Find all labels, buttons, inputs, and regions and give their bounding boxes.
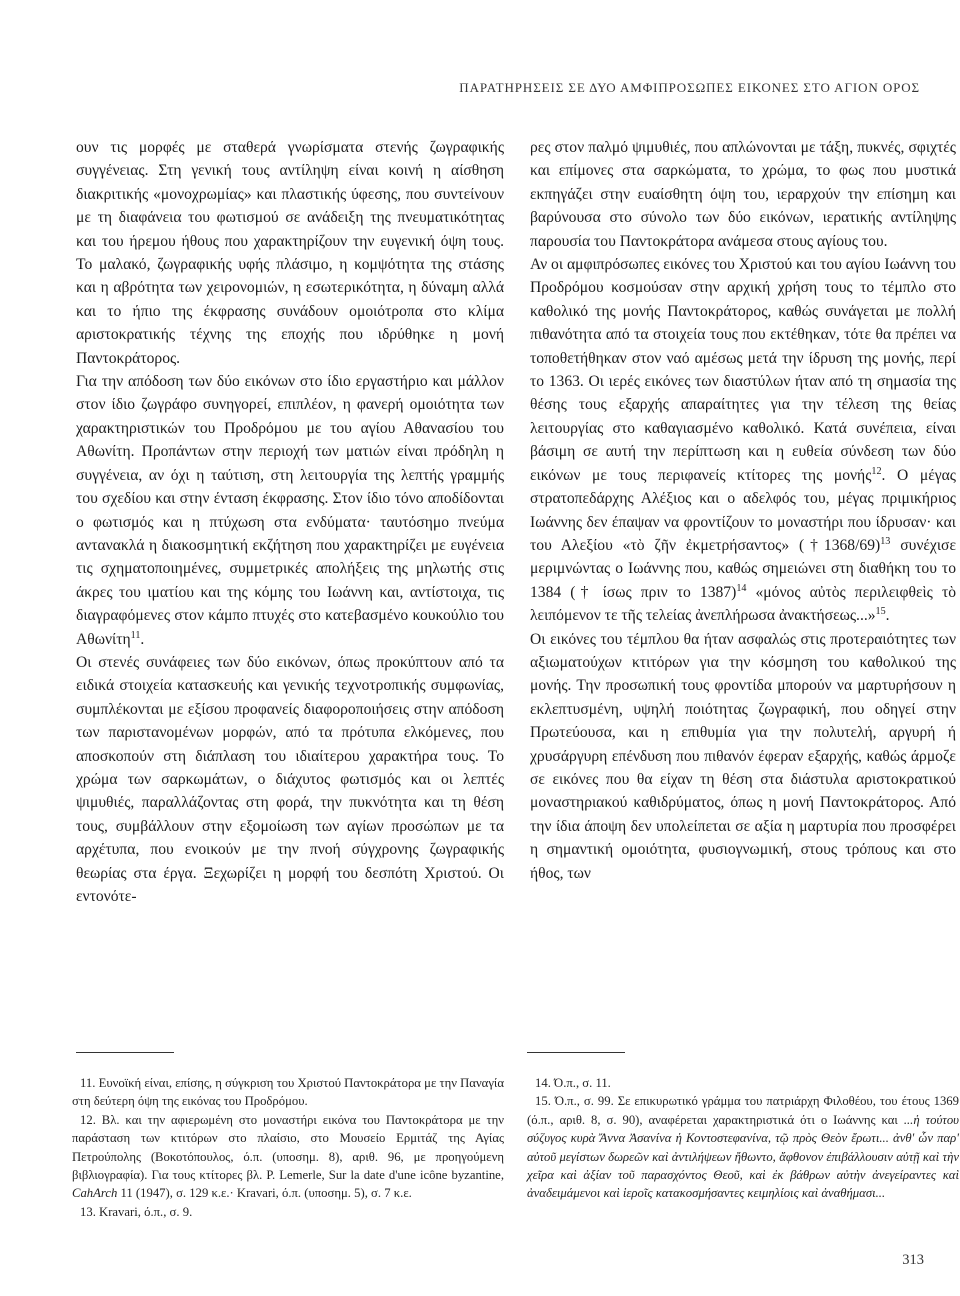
paragraph-text: Οι εικόνες του τέμπλου θα ήταν ασφαλώς στις προτεραιότητες των αξιωματούχων κτιτόρων για την κόσμηση του καθολικού της μονής. Την προσωπική τους φροντίδα μπορούν να μαρτυρήσουν η εκλεπτυσμένη, υψηλή ποιότητας ζωγραφική, που οδηγεί στην Πρωτεύουσα, και η επιθυμία για την πολυτελή, αργυρή ή χρυσάργυρη επένδυση που πιθανόν έφεραν εξαρχής, καθώς άρμοζε σε εικόνες που θα είχαν τη θέση στα διάστυλα αριστοκρατικού μοναστηριακού καθιδρύματος, όπως η μονή Παντοκράτορος. Από την ίδια άποψη δεν υπολείπεται σε αξία η μαρτυρία που προσφέρει η σημαντική ομοιότητα, φυσιογνωμική, στους τρόπους και στο ήθος, των (530, 630, 956, 882)
footnote-text: 12. Βλ. και την αφιερωμένη στο μοναστήρι εικόνα του Παντοκράτορα με την παράσταση των κτιτόρων στο πλαίσιο, στο Μουσείο Ερμιτάζ της Αγίας Πετρούπολης (Βοκοτόπουλος, ό.π. (υποσημ. 8), αριθ. 96, με προηγούμενη βιβλιογραφία). Για τους κτίτορες βλ. P. Lemerle, Sur la date d'une icône byzantine, (72, 1112, 504, 1183)
paragraph-text: . (885, 607, 890, 625)
paragraph (530, 136, 956, 253)
footnotes-right (527, 1074, 959, 1203)
footnote: 13. Kravari, ό.π., σ. 9. (80, 1204, 193, 1219)
footnote-ref[interactable]: 15 (875, 605, 886, 617)
running-head: ΠΑΡΑΤΗΡΗΣΕΙΣ ΣΕ ΔΥΟ ΑΜΦΙΠΡΟΣΩΠΕΣ ΕΙΚΟΝΕΣ ΣΤΟ ΑΓΙΟΝ ΟΡΟΣ (459, 80, 920, 95)
footnotes-left (72, 1074, 504, 1221)
paragraph-text: . (140, 630, 145, 648)
paragraph-text: συνέχισε μεριμνώντας ο Ιωάννης που, καθώς σημειώνει στη διαθήκη του το 1384 († ίσως πριν το 1387) (530, 536, 956, 601)
paragraph (76, 370, 504, 651)
footnote-ref[interactable]: 11 (130, 629, 141, 641)
footnote (527, 1092, 959, 1202)
paragraph-text: ρες στον παλμό ψιμυθιές, που απλώνονται με τάξη, πυκνές, σφιχτές και επίμονες στα σαρκώματα, το χρώμα, το φως που μυστικά εκπηγάζει στην ευαίσθητη όψη του, ιεραρχούν την επίσημη και βαρύνουσα στο σύνολο των δύο εικόνων, ιερατικής αντίληψης παρουσία του Παντοκράτορα ανάμεσα στους αγίους του. (530, 139, 956, 250)
footnote-ref[interactable]: 12 (871, 465, 882, 477)
journal-title: CahArch (72, 1186, 118, 1201)
paragraph-text: Αν οι αμφιπρόσωπες εικόνες του Χριστού και του αγίου Ιωάννη του Προδρόμου κοσμούσαν στην αρχική χρήση τους το τέμπλο στο καθολικό της μονής Παντοκράτορος, καθώς συνάγεται με πολλή πιθανότητα από τα στοιχεία τους που εκτέθηκαν, τότε θα πρέπει να τοποθετήθηκαν στον ναό αμέσως μετά την ίδρυση της μονής, περί το 1363. Οι ιερές εικόνες των διαστύλων ήταν από τη σημασία της θέσης τους εξαρχής απαραίτητες για την τέλεση της θείας λειτουργίας στο καθαγιασμένο καθολικό. Κατά συνέπεια, είναι βάσιμη σε αυτή την περίπτωση και η ευθεία σύνδεση των δύο εικόνων με τους περιφανείς κτίτορες της μονής (530, 256, 956, 484)
left-column (76, 136, 504, 908)
greek-quotation: ...ἡ τούτου σύζυγος κυρὰ Ἄννα Ἀσανίνα ἡ Κοντοστεφανίνα, τῷ πρὸς Θεὸν ἔρωτι... ἀνθ' ὧν παρ' αὐτοῦ μεγίστων δωρεῶν καὶ ἀντιλήψεων ἤθωντο, ἄφθονον ἐπιβάλλουσιν αὐτῇ καὶ τὴν χεῖρα καὶ ἀξίαν τοῦ παρασχόντος Θεοῦ, καὶ ἐκ βάθρων αὐτὴν ἀνεγείραντες καὶ ἀναδειμάμενοι καὶ ἱεροῖς κατακοσμήσαντες κειμηλίοις καὶ ἀναθήμασι... (527, 1112, 959, 1201)
footnote-text: 11 (1947), σ. 129 κ.ε.· Kravari, ό.π. (υποσημ. 5), σ. 7 κ.ε. (117, 1186, 412, 1201)
footnote-rule (527, 1052, 625, 1053)
paragraph-text: Οι στενές συνάφειες των δύο εικόνων, όπως προκύπτουν από τα ειδικά στοιχεία κατασκευής και γενικής τεχνοτροπικής συμφωνίας, συμπλέκονται με εξίσου προφανείς διαφοροποιήσεις στην απόδοση των παριστανομένων μορφών, από τα πρότυπα ελκόμενες, που αποσκοπούν στη διάπλαση του ιδιαίτερου χαρακτήρα τους. Το χρώμα των σαρκωμάτων, ο διάχυτος φωτισμός και οι λεπτές ψιμυθιές, παραλλάζοντας στη φορά, την πυκνότητα και τη θέση τους, συμβάλλουν στην εξομοίωση των αγίων προσώπων με τα αρχέτυπα, που ενοικούν με την πνοή σύγχρονης ζωγραφικής θεωρίας στα έργα. Ξεχωρίζει η μορφή του δεσπότη Χριστού. Οι εντονότε- (76, 653, 504, 905)
paragraph (76, 136, 504, 370)
footnote: 11. Ευνοϊκή είναι, επίσης, η σύγκριση του Χριστού Παντοκράτορα με την Παναγία στη δεύτερη όψη της εικόνας του Προδρόμου. (72, 1076, 504, 1109)
paragraph-text: ουν τις μορφές με σταθερά γνωρίσματα στενής ζωγραφικής συγγένειας. Στη γενική τους αντίληψη είναι κοινή η αίσθηση διακριτικής «μονοχρωμίας» και πλαστικής ύφεσης, που συντείνουν με τη διαφάνεια του φωτισμού σε ανάδειξη της πνευματικότητας και του ήρεμου ήθους που χαρακτηρίζουν την ευγενική όψη τους. Το μαλακό, ζωγραφικής υφής πλάσιμο, η κομψότητα της στάσης και η αβρότητα των χειρονομιών, η εσωτερικότητα, η δύναμη αλλά και το ήπιο της έκφρασης συνάδουν ομοιότροπα στο κλίμα αριστοκρατικής τέχνης της εποχής που ιδρύθηκε η μονή Παντοκράτορος. (76, 139, 504, 367)
paragraph (530, 253, 956, 628)
right-column (530, 136, 956, 885)
footnote-text: 15. Ό.π., σ. 99. Σε επικυρωτικό γράμμα του πατριάρχη Φιλοθέου, του έτους 1369 (ό.π., αριθ. 8, σ. 90), αναφέρεται χαρακτηριστικά ότι ο Ιωάννης και (527, 1094, 959, 1127)
footnote-rule (76, 1052, 174, 1053)
paragraph-text: Για την απόδοση των δύο εικόνων στο ίδιο εργαστήριο και μάλλον στον ίδιο ζωγράφο συνηγορεί, επιπλέον, η φανερή ομοιότητα των χαρακτηριστικών του Προδρόμου με του αγίου Αθανασίου του Αθωνίτη. Προπάντων στην περιοχή των ματιών είναι πρόδηλη η συγγένεια, αν όχι η ταύτιση, στη λειτουργία της λεπτής γραμμής του σχεδίου και στην ένταση έκφρασης. Στον ίδιο τόνο αποδίδονται ο φωτισμός και η πτύχωση στα ενδύματα· ταυτόσημο πνεύμα αντανακλά η διακοσμητική εκζήτηση που χαρακτηρίζει με ευγένεια τις σχηματοποιημένες, συμμετρικές απολήξεις της μηλωτής στις άκρες του ιματίου και της κόμης του Ιωάννη και, αντίστοιχα, τις διαγραφόμενες στον κάμπο πτυχές στο κατεβασμένο κουκούλιο του Αθωνίτη (76, 373, 504, 648)
paragraph-text: «μόνος αὐτὸς περιλειφθεὶς τὸ λειπόμενον τε τῆς τελείας ἀνεπλήρωσα ἀνακτήσεως...» (530, 583, 957, 625)
footnote (72, 1111, 504, 1203)
footnote-ref[interactable]: 14 (736, 582, 747, 594)
paragraph (530, 628, 956, 885)
page-number: 313 (902, 1252, 924, 1268)
paragraph (76, 651, 504, 908)
footnote: 14. Ό.π., σ. 11. (535, 1076, 611, 1090)
paragraph-text: . Ο μέγας στρατοπεδάρχης Αλέξιος και ο αδελφός του, μέγας πριμικήριος Ιωάννης δεν έπαψαν να φροντίζουν το μοναστήρι που ίδρυσαν· και του Αλεξίου «τὸ ζῆν ἐκμετρήσαντος» (†1368/69) (530, 466, 956, 554)
footnote-ref[interactable]: 13 (880, 535, 891, 547)
